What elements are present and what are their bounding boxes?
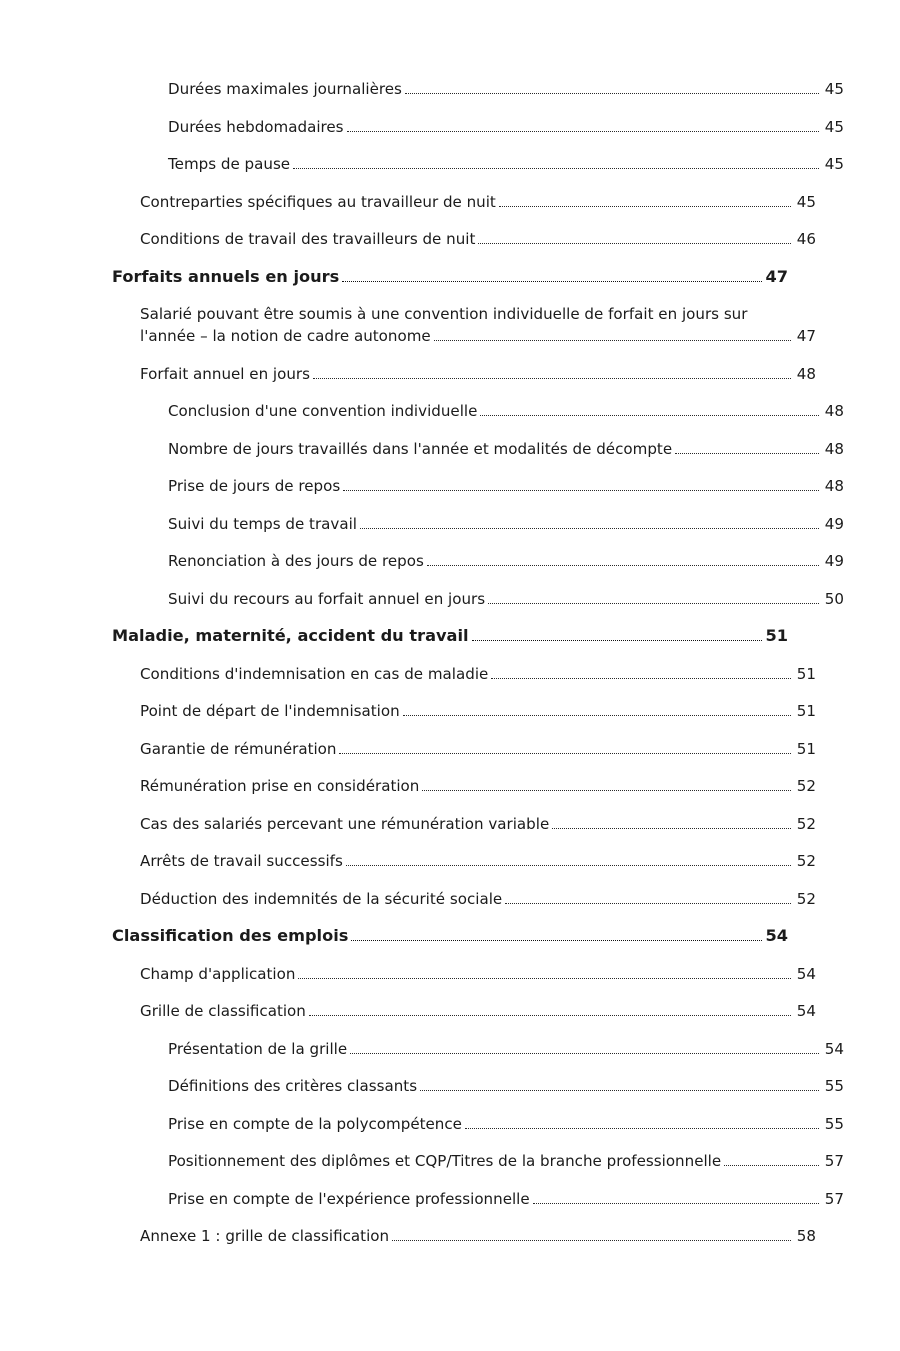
toc-entry[interactable] [140, 813, 816, 835]
toc-entry[interactable] [140, 963, 816, 985]
toc-entry[interactable] [168, 588, 844, 610]
toc-page-number: 47 [765, 266, 788, 286]
toc-page-number: 57 [824, 1189, 844, 1208]
toc-entry-label: Prise en compte de l'expérience professionnelle [168, 1189, 530, 1208]
toc-leader-dots [724, 1164, 819, 1166]
toc-entry[interactable] [140, 303, 816, 347]
toc-leader-dots [293, 167, 819, 169]
toc-entry-wrapped [140, 303, 816, 347]
toc-leader-dots [360, 527, 819, 529]
toc-leader-dots [313, 377, 791, 379]
toc-page-number: 51 [796, 664, 816, 683]
toc-entry-label: Positionnement des diplômes et CQP/Titres de la branche professionnelle [168, 1152, 722, 1170]
toc-page-number: 49 [824, 514, 844, 533]
toc-leader-dots [339, 752, 791, 754]
toc-page-number: 45 [796, 192, 816, 211]
toc-entry-label: Durées maximales journalières [168, 80, 402, 98]
toc-leader-dots [427, 564, 819, 566]
toc-entry-label: Nombre de jours travaillés dans l'année et modalités de décompte [168, 439, 673, 458]
toc-entry[interactable] [112, 266, 788, 288]
toc-entry[interactable] [168, 400, 844, 422]
toc-entry-label: Conditions d'indemnisation en cas de maladie [140, 664, 489, 683]
toc-page-number: 46 [796, 230, 816, 248]
toc-page-number: 51 [796, 739, 816, 758]
toc-entry-label: Forfaits annuels en jours [112, 266, 340, 286]
toc-leader-dots [465, 1127, 819, 1129]
toc-page-number: 55 [824, 1077, 844, 1095]
toc-page-number: 54 [796, 964, 816, 983]
toc-leader-dots [420, 1089, 819, 1091]
toc-page-number: 45 [824, 80, 844, 98]
toc-page-number: 48 [796, 364, 816, 383]
toc-entry-label: Temps de pause [168, 155, 291, 173]
toc-entry-label: Grille de classification [140, 1002, 306, 1020]
toc-entry[interactable] [140, 738, 816, 760]
toc-entry[interactable] [140, 1225, 816, 1247]
toc-entry[interactable] [168, 1188, 844, 1210]
toc-entry[interactable] [168, 475, 844, 497]
toc-leader-dots [505, 902, 791, 904]
toc-entry[interactable] [168, 1038, 844, 1060]
toc-leader-dots [422, 789, 791, 791]
toc-entry-label: Point de départ de l'indemnisation [140, 702, 400, 720]
toc-page-number: 55 [824, 1114, 844, 1133]
toc-entry[interactable] [112, 625, 788, 647]
toc-leader-dots [533, 1202, 819, 1204]
toc-page-number: 58 [796, 1227, 816, 1245]
toc-entry-line2 [140, 325, 816, 347]
toc-page-number: 45 [824, 155, 844, 173]
toc-page-number: 51 [765, 626, 788, 645]
toc-entry-label: Présentation de la grille [168, 1039, 348, 1058]
toc-page-number: 51 [796, 702, 816, 720]
toc-leader-dots [350, 1052, 819, 1054]
toc-entry-label: Arrêts de travail successifs [140, 852, 343, 870]
toc-entry[interactable] [140, 775, 816, 797]
toc-entry-label: Garantie de rémunération [140, 739, 337, 758]
toc-entry[interactable] [168, 513, 844, 535]
toc-page-number: 52 [796, 777, 816, 795]
toc-entry-label: Contreparties spécifiques au travailleur de nuit [140, 192, 496, 211]
toc-entry[interactable] [168, 1075, 844, 1097]
toc-entry-label: Prise de jours de repos [168, 477, 341, 495]
toc-leader-dots [472, 639, 763, 641]
toc-leader-dots [346, 864, 791, 866]
toc-leader-dots [351, 939, 762, 941]
toc-entry[interactable] [140, 850, 816, 872]
toc-entry-label: Rémunération prise en considération [140, 777, 420, 795]
toc-entry[interactable] [140, 191, 816, 213]
toc-page-number: 48 [824, 439, 844, 458]
toc-entry-label: Durées hebdomadaires [168, 117, 344, 136]
toc-leader-dots [392, 1239, 791, 1241]
toc-page-number: 54 [796, 1002, 816, 1020]
toc-entry[interactable] [168, 550, 844, 572]
toc-entry[interactable] [140, 363, 816, 385]
toc-entry-label: Prise en compte de la polycompétence [168, 1114, 462, 1133]
toc-entry-label: Suivi du temps de travail [168, 514, 357, 533]
toc-page-number: 48 [824, 402, 844, 420]
toc-entry[interactable] [140, 1000, 816, 1022]
toc-entry-label: Champ d'application [140, 964, 296, 983]
toc-leader-dots [342, 280, 762, 282]
toc-entry[interactable] [140, 663, 816, 685]
toc-leader-dots [552, 827, 791, 829]
toc-page-number: 47 [796, 327, 816, 345]
toc-entry-label-line2: l'année – la notion de cadre autonome [140, 327, 431, 345]
toc-page-number: 54 [765, 926, 788, 945]
toc-entry[interactable] [168, 78, 844, 100]
toc-entry[interactable] [112, 925, 788, 947]
toc-entry-label-line1: Salarié pouvant être soumis à une convention individuelle de forfait en jours sur [140, 305, 748, 323]
toc-leader-dots [343, 489, 819, 491]
toc-entry[interactable] [168, 1113, 844, 1135]
toc-entry-label: Conclusion d'une convention individuelle [168, 402, 478, 420]
toc-entry-label: Forfait annuel en jours [140, 364, 310, 383]
toc-leader-dots [347, 130, 819, 132]
toc-page-number: 45 [824, 117, 844, 136]
toc-entry-label: Renonciation à des jours de repos [168, 552, 424, 570]
toc-entry-label: Maladie, maternité, accident du travail [112, 626, 469, 645]
toc-entry-label: Annexe 1 : grille de classification [140, 1227, 390, 1245]
toc-entry-label: Cas des salariés percevant une rémunération variable [140, 814, 550, 833]
table-of-contents [112, 78, 844, 1247]
toc-leader-dots [675, 452, 819, 454]
toc-page-number: 48 [824, 477, 844, 495]
toc-leader-dots [298, 977, 791, 979]
toc-entry-label: Déduction des indemnités de la sécurité sociale [140, 889, 503, 908]
toc-page-number: 49 [824, 552, 844, 570]
toc-entry-label: Suivi du recours au forfait annuel en jours [168, 589, 486, 608]
toc-page-number: 50 [824, 589, 844, 608]
toc-entry[interactable] [168, 438, 844, 460]
toc-entry[interactable] [140, 888, 816, 910]
toc-page-number: 52 [796, 889, 816, 908]
toc-leader-dots [478, 242, 791, 244]
toc-page-number: 54 [824, 1039, 844, 1058]
toc-entry-label: Définitions des critères classants [168, 1077, 418, 1095]
toc-page-number: 52 [796, 852, 816, 870]
toc-entry[interactable] [140, 700, 816, 722]
toc-page-number: 52 [796, 814, 816, 833]
toc-entry[interactable] [168, 1150, 844, 1172]
toc-leader-dots [480, 414, 819, 416]
toc-entry[interactable] [168, 116, 844, 138]
toc-leader-dots [488, 602, 819, 604]
toc-leader-dots [499, 205, 791, 207]
toc-leader-dots [434, 339, 791, 341]
toc-entry[interactable] [140, 228, 816, 250]
toc-page-number: 57 [824, 1152, 844, 1170]
toc-leader-dots [405, 92, 819, 94]
toc-leader-dots [403, 714, 791, 716]
toc-entry-label: Conditions de travail des travailleurs de nuit [140, 230, 476, 248]
toc-entry-label: Classification des emplois [112, 926, 349, 945]
toc-leader-dots [491, 677, 791, 679]
toc-leader-dots [309, 1014, 791, 1016]
toc-entry[interactable] [168, 153, 844, 175]
